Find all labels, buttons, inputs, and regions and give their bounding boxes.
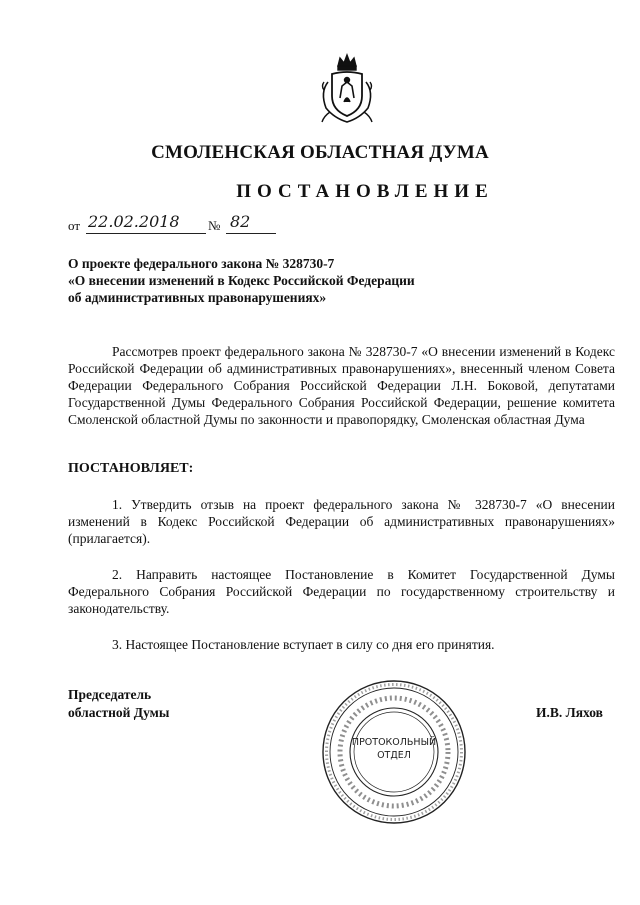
date-underline (86, 233, 206, 234)
preamble-text: Рассмотрев проект федерального закона № 328730-7 «О внесении изменений в Кодекс Российской Федерации об административных правонарушениях», внесенный членом Совета Федерации Федерального Собрания Российской Федерации Л.Н. Боковой, депутатами Государственной Думы Федерального Собрания Российской Федерации, решение комитета Смоленской областной Думы по законности и правопорядку, Смоленская областная Дума (68, 344, 615, 427)
position-line: Председатель (68, 687, 152, 702)
item-3 (68, 636, 615, 653)
signatory-position (68, 686, 169, 722)
position-line: областной Думы (68, 705, 170, 720)
resolves-heading: ПОСТАНОВЛЯЕТ: (68, 461, 194, 476)
document-type-heading: ПОСТАНОВЛЕНИЕ (236, 181, 494, 202)
official-seal (320, 678, 468, 826)
item-2 (68, 566, 615, 617)
subject-line: О проекте федерального закона № 328730-7 (68, 256, 335, 271)
item-text: 1. Утвердить отзыв на проект федерального закона № 328730-7 «О внесении изменений в Кодекс Российской Федерации об административных правонарушениях» (прилагается). (68, 497, 615, 546)
subject-line: «О внесении изменений в Кодекс Российской Федерации (68, 273, 415, 288)
handwritten-number: 82 (230, 212, 251, 231)
number-underline (226, 233, 276, 234)
from-label: от (68, 218, 81, 233)
seal-line: ПРОТОКОЛЬНЫЙ (351, 737, 437, 748)
subject-line: об административных правонарушениях» (68, 290, 327, 305)
item-text: 2. Направить настоящее Постановление в Комитет Государственной Думы Федерального Собрания Российской Федерации по государственному строительству и законодательству. (68, 567, 615, 616)
number-label: № (208, 218, 221, 233)
coat-of-arms-emblem (318, 52, 376, 126)
signatory-name: И.В. Ляхов (536, 705, 603, 720)
preamble-paragraph (68, 343, 615, 428)
organization-title: СМОЛЕНСКАЯ ОБЛАСТНАЯ ДУМА (151, 142, 489, 163)
date-number-line (68, 212, 288, 234)
document-subject (68, 255, 415, 306)
seal-center-text (320, 736, 468, 762)
seal-line: ОТДЕЛ (377, 750, 411, 761)
handwritten-date: 22.02.2018 (88, 212, 180, 231)
item-1 (68, 496, 615, 547)
item-text: 3. Настоящее Постановление вступает в силу со дня его принятия. (112, 637, 495, 652)
